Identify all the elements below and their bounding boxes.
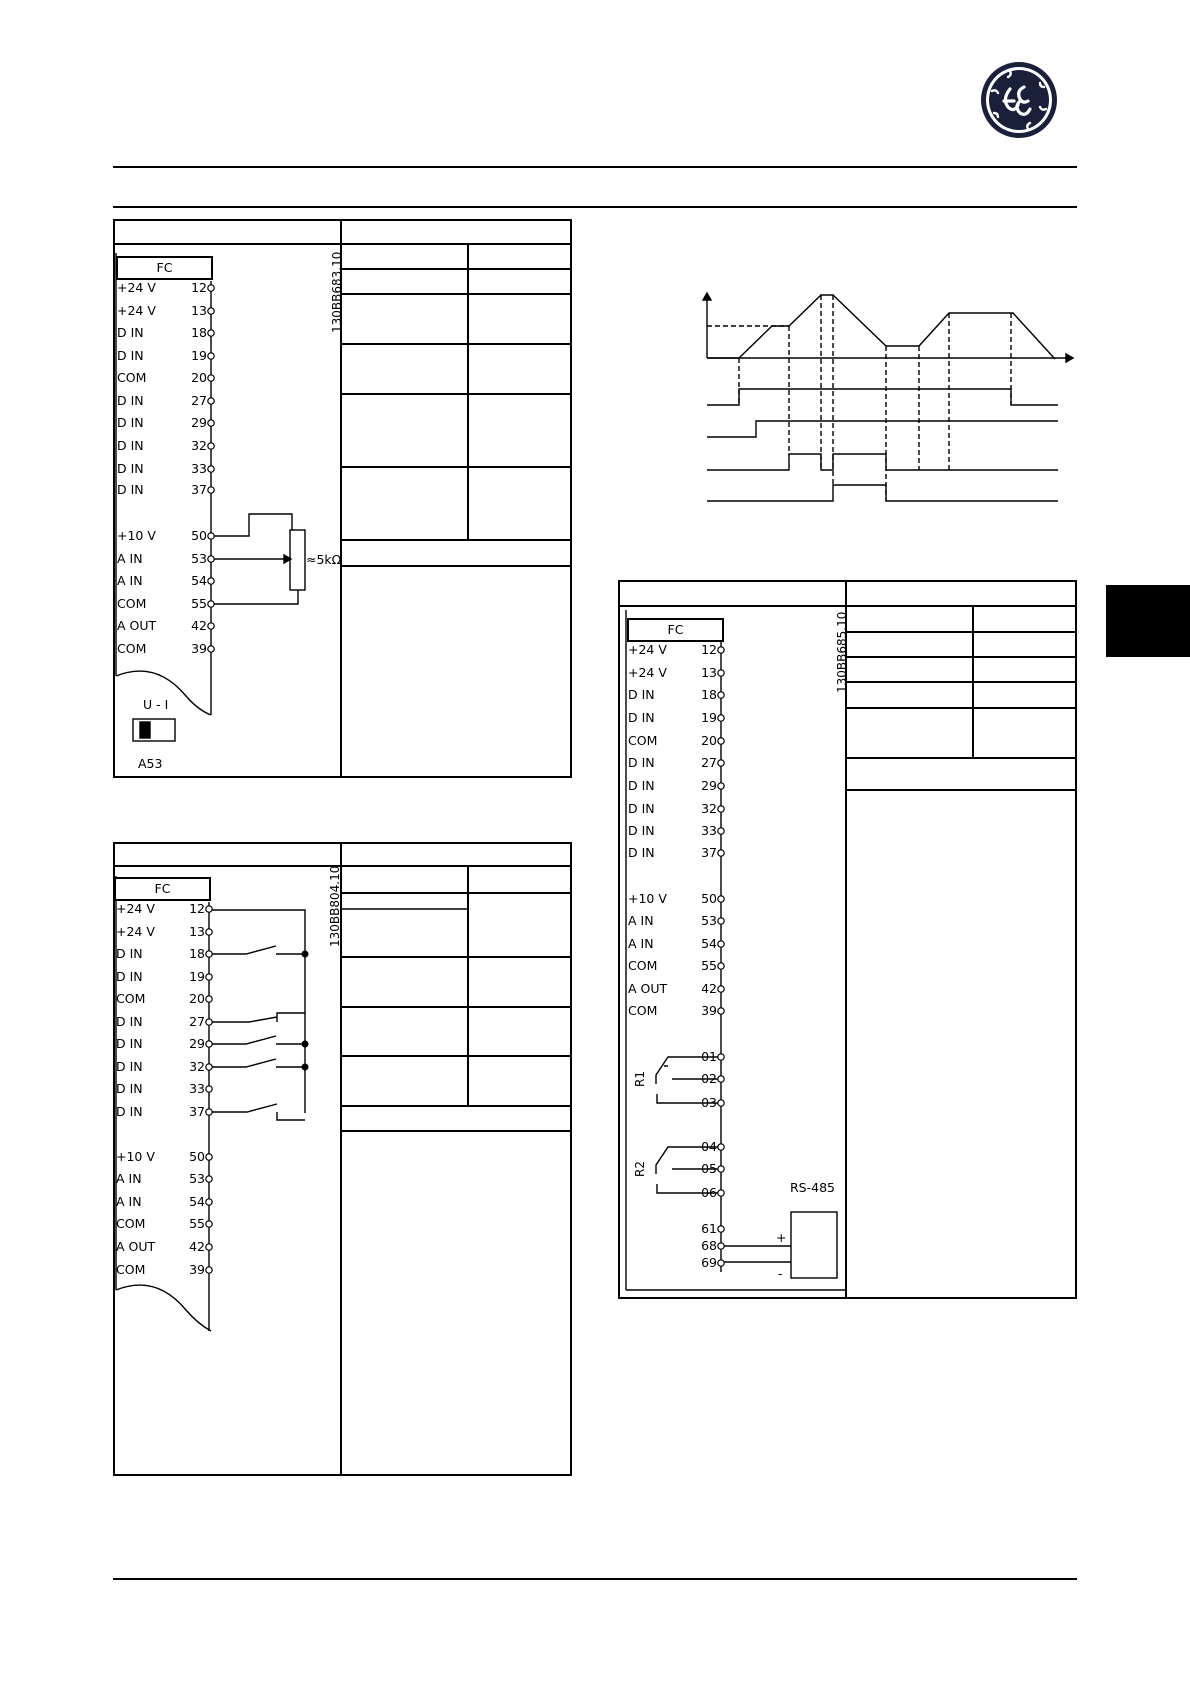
diagram1-switch-label: U - I — [143, 697, 169, 712]
terminal-label: +10 V — [117, 528, 156, 543]
terminal-number: 12 — [191, 280, 207, 295]
terminal-label: A OUT — [116, 1239, 156, 1254]
relay-pin-number: 06 — [701, 1185, 717, 1200]
terminal-label: D IN — [116, 1104, 143, 1119]
terminal-label: +24 V — [116, 924, 155, 939]
comm-pin-circle — [718, 1243, 724, 1249]
terminal-number: 55 — [191, 596, 207, 611]
relay-pin-circle — [718, 1054, 724, 1060]
terminal-number: 19 — [189, 969, 205, 984]
terminal-number: 13 — [191, 303, 207, 318]
terminal-label: A OUT — [117, 618, 157, 633]
terminal-label: D IN — [117, 325, 144, 340]
terminal-label: +24 V — [117, 303, 156, 318]
terminal-number: 18 — [701, 687, 717, 702]
diagram3-code: 130BB685.10 — [835, 611, 849, 693]
terminal-number: 54 — [191, 573, 207, 588]
terminal-label: A IN — [628, 936, 654, 951]
terminal-label: +10 V — [116, 1149, 155, 1164]
comm-pin-number: 69 — [701, 1255, 717, 1270]
relay-name: R2 — [633, 1161, 647, 1177]
terminal-label: COM — [117, 370, 147, 385]
terminal-label: COM — [628, 733, 658, 748]
terminal-circle — [718, 806, 724, 812]
terminal-label: A IN — [116, 1194, 142, 1209]
terminal-number: 37 — [191, 482, 207, 497]
terminal-number: 20 — [189, 991, 205, 1006]
terminal-number: 20 — [191, 370, 207, 385]
diagram3-fc-label: FC — [627, 618, 724, 642]
terminal-number: 53 — [191, 551, 207, 566]
relay-pin-circle — [718, 1076, 724, 1082]
terminal-number: 18 — [189, 946, 205, 961]
terminal-number: 19 — [701, 710, 717, 725]
terminal-label: +24 V — [628, 642, 667, 657]
terminal-circle — [718, 1008, 724, 1014]
relay-pin-number: 02 — [701, 1071, 717, 1086]
terminal-label: COM — [116, 1216, 146, 1231]
terminal-label: D IN — [116, 969, 143, 984]
terminal-number: 27 — [701, 755, 717, 770]
terminal-circle — [718, 760, 724, 766]
terminal-circle — [718, 918, 724, 924]
comm-pin-number: 61 — [701, 1221, 717, 1236]
terminal-label: D IN — [628, 755, 655, 770]
terminal-label: D IN — [117, 438, 144, 453]
terminal-label: D IN — [117, 482, 144, 497]
terminal-label: D IN — [628, 710, 655, 725]
comm-pin-circle — [718, 1260, 724, 1266]
terminal-number: 33 — [701, 823, 717, 838]
terminal-number: 33 — [189, 1081, 205, 1096]
terminal-number: 39 — [701, 1003, 717, 1018]
terminal-label: COM — [117, 596, 147, 611]
terminal-circle — [718, 738, 724, 744]
terminal-circle — [718, 715, 724, 721]
terminal-number: 55 — [701, 958, 717, 973]
diagram1-pot-label: ≈5kΩ — [306, 552, 342, 567]
terminal-label: +24 V — [116, 901, 155, 916]
terminal-circle — [718, 828, 724, 834]
terminal-label: COM — [628, 958, 658, 973]
terminal-number: 29 — [189, 1036, 205, 1051]
diagram1-switch-name: A53 — [138, 756, 163, 771]
terminal-circle — [718, 963, 724, 969]
terminal-label: A OUT — [628, 981, 668, 996]
relay-pin-number: 04 — [701, 1139, 717, 1154]
terminal-label: D IN — [117, 393, 144, 408]
relay-pin-circle — [718, 1166, 724, 1172]
terminal-number: 19 — [191, 348, 207, 363]
terminal-label: D IN — [116, 946, 143, 961]
terminal-number: 20 — [701, 733, 717, 748]
terminal-number: 53 — [189, 1171, 205, 1186]
terminal-number: 50 — [701, 891, 717, 906]
terminal-number: 54 — [189, 1194, 205, 1209]
terminal-label: +24 V — [117, 280, 156, 295]
terminal-circle — [718, 670, 724, 676]
relay-pin-number: 01 — [701, 1049, 717, 1064]
terminal-number: 39 — [189, 1262, 205, 1277]
relay-pin-circle — [718, 1144, 724, 1150]
terminal-circle — [718, 692, 724, 698]
terminal-number: 12 — [701, 642, 717, 657]
terminal-circle — [718, 850, 724, 856]
terminal-label: A IN — [628, 913, 654, 928]
terminal-number: 53 — [701, 913, 717, 928]
terminal-number: 29 — [701, 778, 717, 793]
terminal-number: 55 — [189, 1216, 205, 1231]
terminal-number: 13 — [189, 924, 205, 939]
terminal-label: +24 V — [628, 665, 667, 680]
diagram1-code: 130BB683.10 — [330, 251, 344, 333]
terminal-label: COM — [628, 1003, 658, 1018]
terminal-label: D IN — [116, 1014, 143, 1029]
terminal-number: 37 — [701, 845, 717, 860]
terminal-number: 27 — [189, 1014, 205, 1029]
terminal-label: D IN — [117, 348, 144, 363]
relay-pin-circle — [718, 1100, 724, 1106]
terminal-number: 42 — [189, 1239, 205, 1254]
terminal-number: 32 — [191, 438, 207, 453]
terminal-label: D IN — [628, 687, 655, 702]
terminal-number: 54 — [701, 936, 717, 951]
terminal-number: 13 — [701, 665, 717, 680]
terminal-label: D IN — [628, 845, 655, 860]
diagram2-fc-label: FC — [114, 877, 211, 901]
terminal-label: A IN — [117, 573, 143, 588]
terminal-number: 27 — [191, 393, 207, 408]
rs485-plus: + — [776, 1230, 787, 1245]
terminal-number: 39 — [191, 641, 207, 656]
terminal-label: D IN — [628, 823, 655, 838]
terminal-circle — [718, 647, 724, 653]
diagram2-code: 130BB804.10 — [328, 865, 342, 947]
terminal-label: D IN — [117, 415, 144, 430]
relay-pin-number: 05 — [701, 1161, 717, 1176]
terminal-label: COM — [117, 641, 147, 656]
terminal-label: A IN — [117, 551, 143, 566]
terminal-number: 42 — [701, 981, 717, 996]
terminal-label: COM — [116, 991, 146, 1006]
terminal-number: 50 — [189, 1149, 205, 1164]
comm-pin-circle — [718, 1226, 724, 1232]
relay-name: R1 — [633, 1071, 647, 1087]
terminal-number: 18 — [191, 325, 207, 340]
terminal-number: 32 — [701, 801, 717, 816]
terminal-number: 50 — [191, 528, 207, 543]
relay-pin-circle — [718, 1190, 724, 1196]
terminal-label: D IN — [116, 1081, 143, 1096]
terminal-circle — [718, 783, 724, 789]
terminal-label: D IN — [628, 801, 655, 816]
comm-pin-number: 68 — [701, 1238, 717, 1253]
terminal-number: 12 — [189, 901, 205, 916]
diagram1-fc-label: FC — [116, 256, 213, 280]
terminal-label: D IN — [116, 1036, 143, 1051]
terminal-label: D IN — [116, 1059, 143, 1074]
terminal-label: COM — [116, 1262, 146, 1277]
rs485-label: RS-485 — [790, 1180, 835, 1195]
terminal-number: 37 — [189, 1104, 205, 1119]
terminal-number: 29 — [191, 415, 207, 430]
terminal-label: +10 V — [628, 891, 667, 906]
terminal-circle — [718, 986, 724, 992]
terminal-label: D IN — [117, 461, 144, 476]
terminal-circle — [718, 941, 724, 947]
rs485-minus: - — [778, 1266, 783, 1281]
terminal-number: 42 — [191, 618, 207, 633]
terminal-circle — [718, 896, 724, 902]
terminal-label: D IN — [628, 778, 655, 793]
terminal-number: 33 — [191, 461, 207, 476]
terminal-number: 32 — [189, 1059, 205, 1074]
terminal-label: A IN — [116, 1171, 142, 1186]
relay-pin-number: 03 — [701, 1095, 717, 1110]
